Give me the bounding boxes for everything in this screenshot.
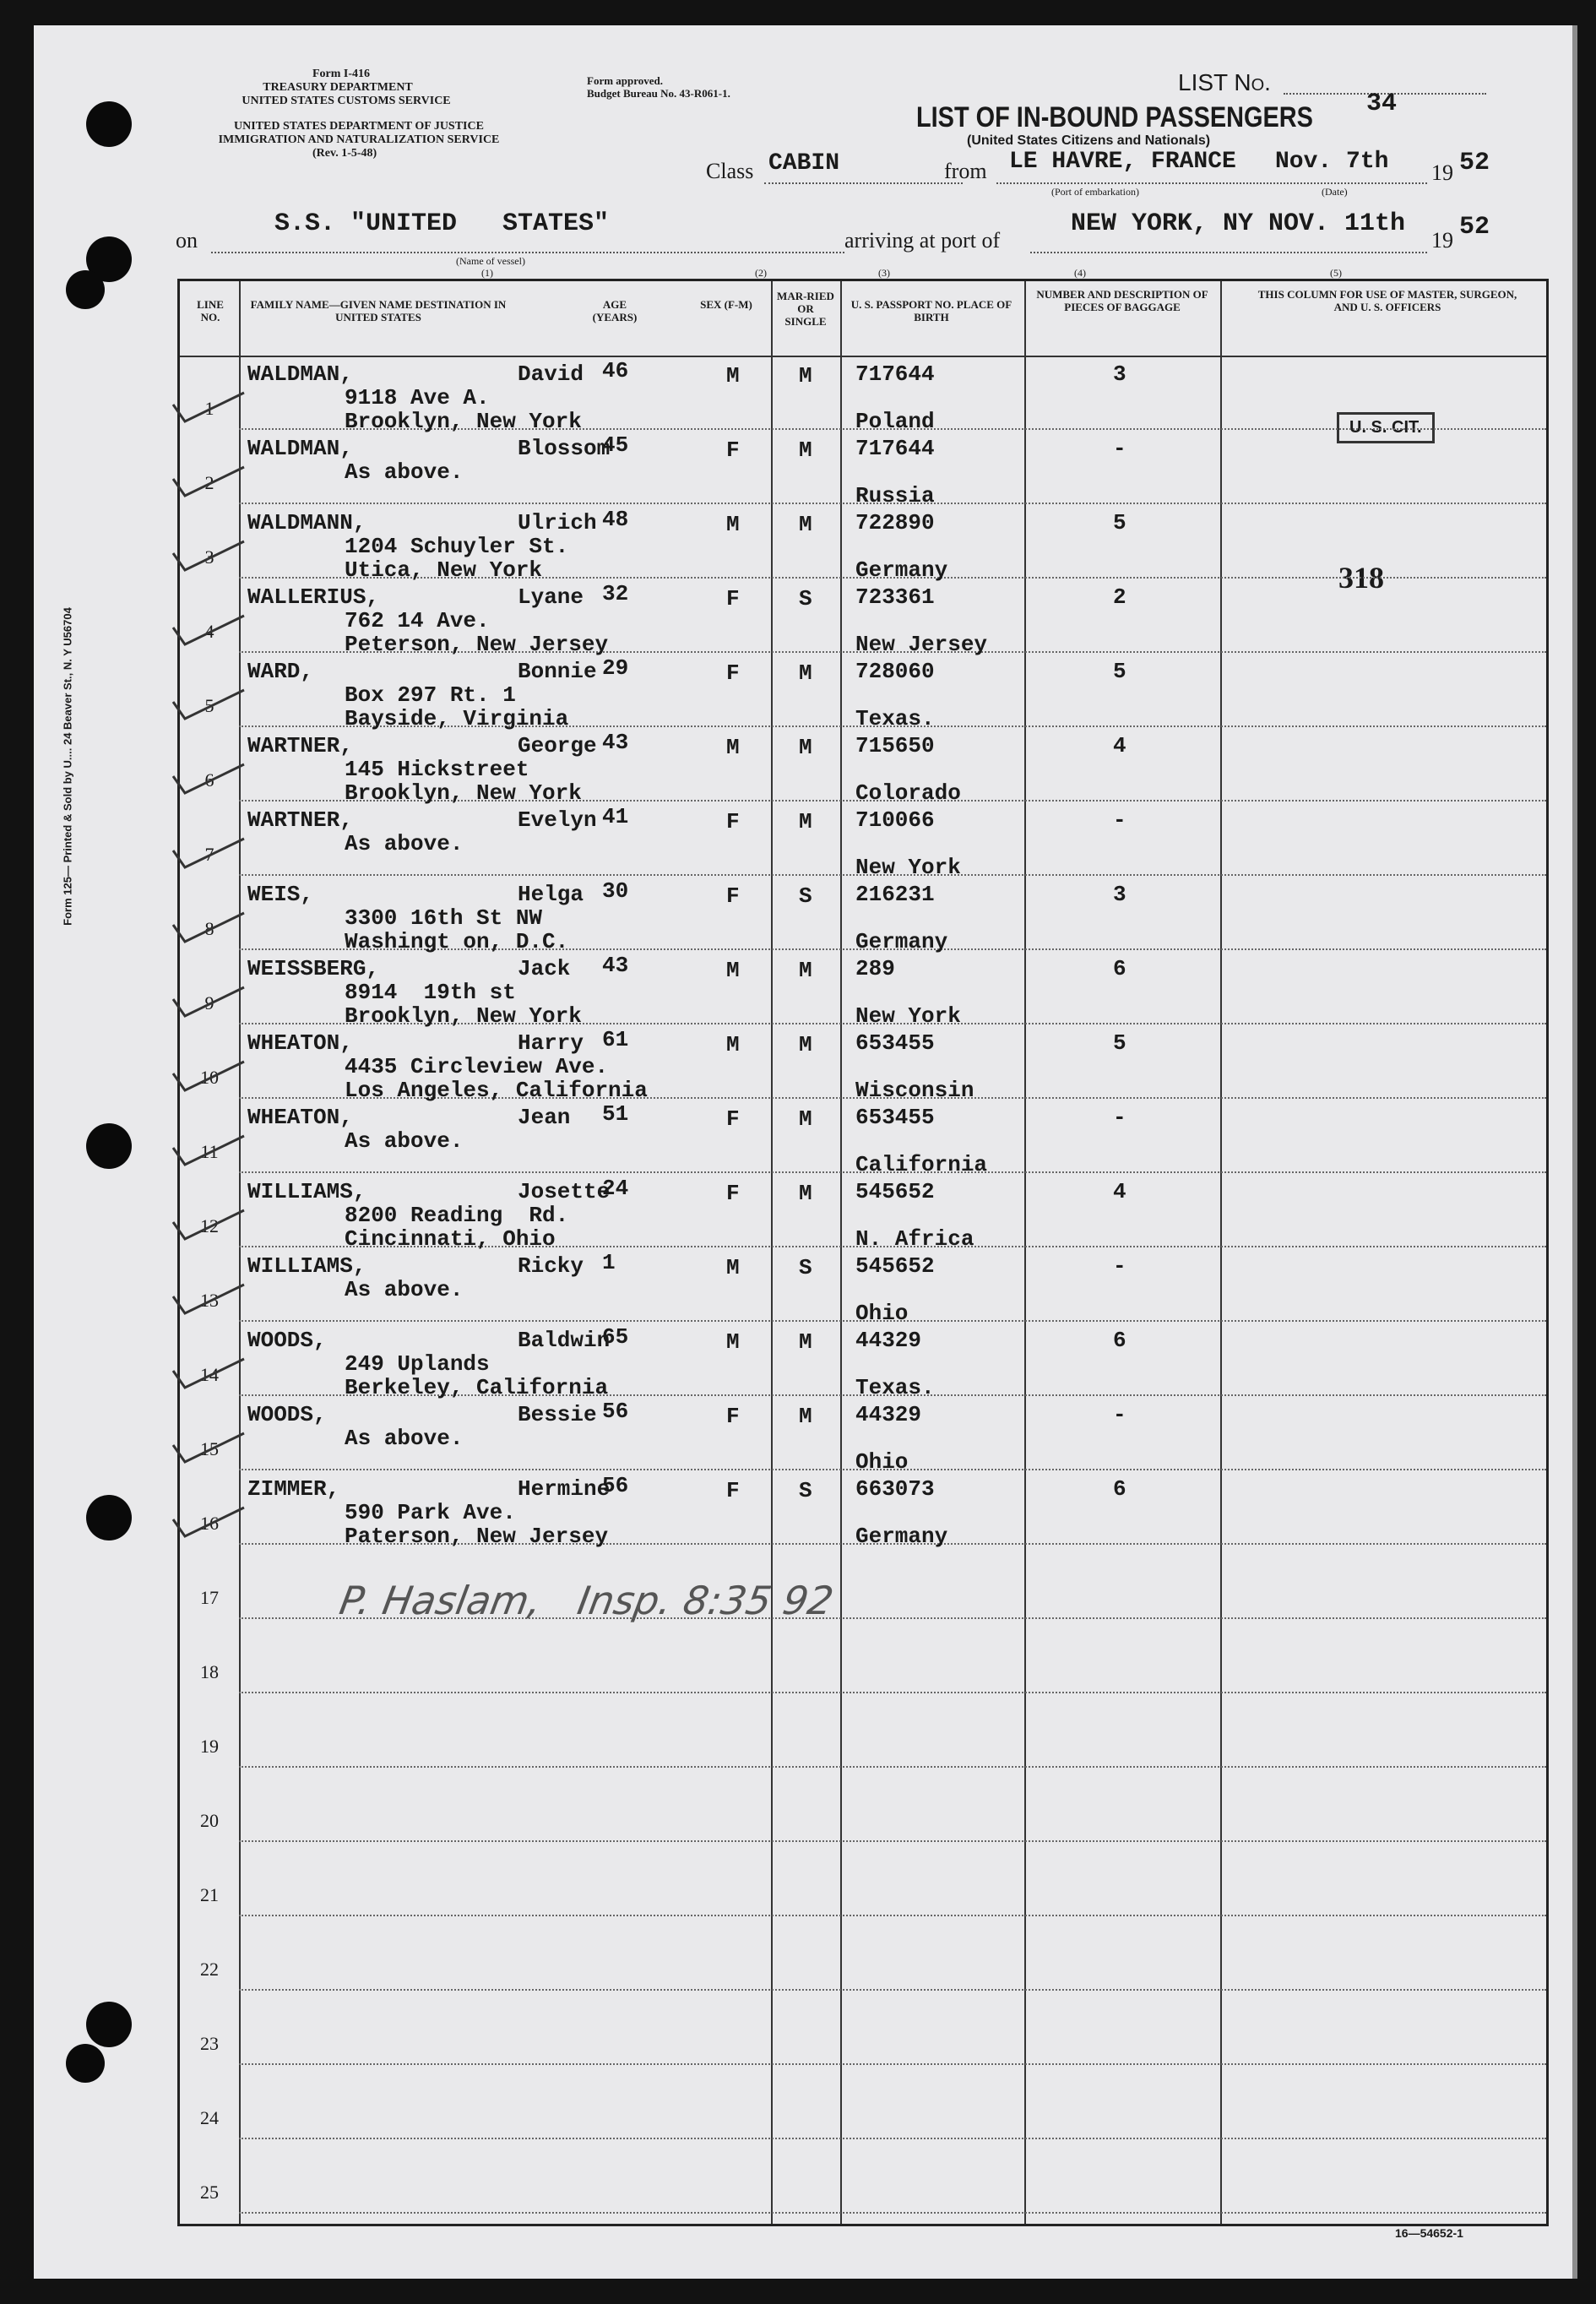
check-mark-icon	[171, 835, 247, 871]
place-of-birth: Poland	[855, 409, 935, 434]
given-name: Bonnie	[518, 659, 597, 684]
family-name: WILLIAMS,	[247, 1253, 366, 1279]
married-status: S	[799, 1255, 812, 1280]
baggage-count: 5	[1113, 510, 1126, 535]
given-name: Hermine	[518, 1476, 611, 1502]
binder-hole	[86, 1495, 132, 1541]
baggage-count: -	[1113, 436, 1126, 461]
address-line-2: Brooklyn, New York	[345, 1003, 582, 1029]
passport-number: 653455	[855, 1105, 935, 1130]
family-name: WILLIAMS,	[247, 1179, 366, 1204]
given-name: Helga	[518, 882, 584, 907]
address-line-1: 8200 Reading Rd.	[345, 1203, 569, 1228]
address-line-1: As above.	[345, 1128, 464, 1154]
address-line-2: Peterson, New Jersey	[345, 632, 609, 657]
binder-hole	[86, 101, 132, 147]
family-name: WOODS,	[247, 1402, 327, 1427]
passport-number: 715650	[855, 733, 935, 758]
line-number: 19	[200, 1736, 219, 1757]
line-number: 21	[200, 1884, 219, 1905]
binder-hole	[86, 2002, 132, 2047]
address-line-1: 145 Hickstreet	[345, 757, 529, 782]
form-approved: Form approved.	[587, 74, 664, 87]
place-of-birth: Ohio	[855, 1301, 909, 1326]
family-name: WARTNER,	[247, 807, 353, 833]
line-number: 12	[200, 1215, 219, 1236]
married-status: S	[799, 1478, 812, 1503]
married-status: M	[799, 1404, 812, 1429]
age: 30	[602, 878, 629, 904]
row-divider	[239, 2212, 1546, 2214]
binder-hole	[66, 2044, 105, 2083]
address-line-1: 249 Uplands	[345, 1351, 490, 1377]
baggage-count: 4	[1113, 733, 1126, 758]
age: 41	[602, 804, 629, 829]
page-subtitle: (United States Citizens and Nationals)	[967, 133, 1211, 148]
family-name: WHEATON,	[247, 1030, 353, 1056]
married-status: M	[799, 437, 812, 463]
baggage-count: 6	[1113, 1476, 1126, 1502]
family-name: WALLERIUS,	[247, 584, 380, 610]
given-name: Blossom	[518, 436, 611, 461]
check-mark-icon	[171, 687, 247, 722]
address-line-1: 1204 Schuyler St.	[345, 534, 569, 559]
address-line-2: Brooklyn, New York	[345, 780, 582, 806]
sex: F	[726, 660, 740, 686]
age: 46	[602, 358, 629, 383]
passport-number: 728060	[855, 659, 935, 684]
port-embarkation-value: LE HAVRE, FRANCE	[1009, 149, 1236, 175]
line-number: 15	[200, 1438, 219, 1459]
line-number: 10	[200, 1067, 219, 1088]
sex: M	[726, 958, 740, 983]
check-mark-icon	[171, 1356, 247, 1391]
line-number: 18	[200, 1661, 219, 1682]
passport-number: 216231	[855, 882, 935, 907]
vessel-line	[211, 252, 844, 253]
baggage-count: 3	[1113, 882, 1126, 907]
line-number: 1	[204, 398, 214, 419]
rev-label: (Rev. 1-5-48)	[312, 147, 377, 160]
married-status: M	[799, 512, 812, 537]
row-divider	[239, 2063, 1546, 2065]
col-head-baggage: NUMBER AND DESCRIPTION OF PIECES OF BAGGAGE	[1036, 288, 1208, 313]
year-prefix: 19	[1431, 160, 1453, 185]
address-line-2: Utica, New York	[345, 557, 543, 583]
place-of-birth: Texas.	[855, 706, 935, 731]
col-head-name: FAMILY NAME—GIVEN NAME DESTINATION IN UNITED STATES	[250, 298, 507, 323]
sex: M	[726, 735, 740, 760]
customs-label: UNITED STATES CUSTOMS SERVICE	[242, 95, 451, 107]
passport-number: 545652	[855, 1253, 935, 1279]
address-line-1: Box 297 Rt. 1	[345, 682, 516, 708]
col-number-5: (5)	[1330, 267, 1342, 279]
age: 29	[602, 655, 629, 681]
age: 51	[602, 1101, 629, 1127]
passport-number: 710066	[855, 807, 935, 833]
sex: F	[726, 809, 740, 834]
family-name: WEIS,	[247, 882, 314, 907]
baggage-count: -	[1113, 1105, 1126, 1130]
check-mark-icon	[171, 389, 247, 425]
arrival-year-value: 52	[1459, 213, 1490, 242]
check-mark-icon	[171, 464, 247, 499]
column-divider	[840, 281, 842, 2224]
line-number: 11	[200, 1141, 219, 1162]
arriving-label: arriving at port of	[844, 228, 1001, 253]
check-mark-icon	[171, 1058, 247, 1094]
class-value: CABIN	[768, 150, 840, 177]
manifest-page	[34, 25, 1577, 2279]
baggage-count: -	[1113, 1253, 1126, 1279]
address-line-2: Cincinnati, Ohio	[345, 1226, 556, 1252]
col-number-4: (4)	[1074, 267, 1086, 279]
list-no-label: LIST No.	[1178, 69, 1271, 95]
sex: M	[726, 1329, 740, 1355]
port-embarkation-caption: (Port of embarkation)	[1051, 186, 1139, 198]
married-status: S	[799, 586, 812, 611]
us-citizen-stamp: U. S. CIT.	[1337, 412, 1435, 443]
line-number: 4	[204, 621, 214, 642]
form-number: Form I-416	[312, 68, 371, 80]
baggage-count: 6	[1113, 956, 1126, 981]
age: 45	[602, 432, 629, 458]
address-line-1: 8914 19th st	[345, 980, 516, 1005]
baggage-count: 5	[1113, 1030, 1126, 1056]
family-name: WALDMANN,	[247, 510, 366, 535]
line-number: 24	[200, 2107, 219, 2128]
sex: F	[726, 883, 740, 909]
line-number: 5	[204, 695, 214, 716]
married-status: M	[799, 363, 812, 389]
col-head-age: AGE (YEARS)	[592, 298, 638, 323]
line-number: 6	[204, 769, 214, 791]
age: 56	[602, 1473, 629, 1498]
address-line-1: 3300 16th St NW	[345, 905, 543, 931]
family-name: WOODS,	[247, 1328, 327, 1353]
place-of-birth: Colorado	[855, 780, 961, 806]
given-name: Baldwin	[518, 1328, 611, 1353]
place-of-birth: N. Africa	[855, 1226, 974, 1252]
check-mark-icon	[171, 910, 247, 945]
class-label: Class	[706, 159, 754, 183]
address-line-1: 9118 Ave A.	[345, 385, 490, 410]
address-line-2: Washingt on, D.C.	[345, 929, 569, 954]
line-number: 14	[200, 1364, 219, 1385]
given-name: Jack	[518, 956, 571, 981]
place-of-birth: Germany	[855, 929, 948, 954]
address-line-1: As above.	[345, 1426, 464, 1451]
address-line-1: As above.	[345, 1277, 464, 1302]
place-of-birth: New York	[855, 855, 961, 880]
footer-code: 16—54652-1	[1395, 2226, 1463, 2240]
class-line	[764, 182, 963, 184]
married-status: M	[799, 809, 812, 834]
sex: M	[726, 512, 740, 537]
line-number: 8	[204, 918, 214, 939]
sex: F	[726, 586, 740, 611]
given-name: David	[518, 361, 584, 387]
passport-number: 653455	[855, 1030, 935, 1056]
vessel-col-number: (1)	[481, 267, 493, 279]
sex: F	[726, 1404, 740, 1429]
vessel-caption: (Name of vessel)	[456, 255, 525, 267]
address-line-1: 762 14 Ave.	[345, 608, 490, 633]
place-of-birth: California	[855, 1152, 988, 1177]
place-of-birth: Russia	[855, 483, 935, 508]
married-status: M	[799, 735, 812, 760]
age: 48	[602, 507, 629, 532]
address-line-2: Brooklyn, New York	[345, 409, 582, 434]
binder-hole	[86, 1123, 132, 1169]
married-status: M	[799, 1032, 812, 1057]
family-name: WARD,	[247, 659, 314, 684]
passenger-table	[177, 279, 1549, 2226]
sex: F	[726, 1106, 740, 1132]
page-title: LIST OF IN-BOUND PASSENGERS	[916, 101, 1313, 133]
col-head-married: MAR-RIED OR SINGLE	[777, 290, 834, 328]
row-divider	[239, 1989, 1546, 1991]
given-name: Harry	[518, 1030, 584, 1056]
given-name: George	[518, 733, 597, 758]
sex: F	[726, 1478, 740, 1503]
from-label: from	[944, 159, 987, 183]
check-mark-icon	[171, 1281, 247, 1317]
passport-number: 663073	[855, 1476, 935, 1502]
baggage-count: 6	[1113, 1328, 1126, 1353]
married-status: M	[799, 1181, 812, 1206]
baggage-count: -	[1113, 1402, 1126, 1427]
passport-number: 44329	[855, 1402, 922, 1427]
place-of-birth: New Jersey	[855, 632, 988, 657]
date-caption: (Date)	[1322, 186, 1348, 198]
row-divider	[239, 1915, 1546, 1916]
age: 65	[602, 1324, 629, 1350]
check-mark-icon	[171, 538, 247, 573]
place-of-birth: Wisconsin	[855, 1078, 974, 1103]
age: 56	[602, 1399, 629, 1424]
check-mark-icon	[171, 1504, 247, 1540]
given-name: Evelyn	[518, 807, 597, 833]
place-of-birth: Texas.	[855, 1375, 935, 1400]
check-mark-icon	[171, 612, 247, 648]
line-number: 23	[200, 2033, 219, 2054]
age: 43	[602, 953, 629, 978]
family-name: WALDMAN,	[247, 436, 353, 461]
given-name: Josette	[518, 1179, 611, 1204]
place-of-birth: Germany	[855, 557, 948, 583]
header-rule	[180, 356, 1546, 357]
line-number: 17	[200, 1587, 219, 1608]
age: 24	[602, 1176, 629, 1201]
line-number: 20	[200, 1810, 219, 1831]
column-divider	[1024, 281, 1026, 2224]
justice-label: UNITED STATES DEPARTMENT OF JUSTICE	[234, 120, 484, 133]
line-number: 13	[200, 1290, 219, 1311]
age: 61	[602, 1027, 629, 1052]
col-head-line-no: LINE NO.	[197, 298, 224, 323]
place-of-birth: Ohio	[855, 1449, 909, 1475]
given-name: Ulrich	[518, 510, 597, 535]
given-name: Bessie	[518, 1402, 597, 1427]
sex: F	[726, 1181, 740, 1206]
sex: M	[726, 1032, 740, 1057]
col-head-officers: THIS COLUMN FOR USE OF MASTER, SURGEON, AND U. S. OFFICERS	[1257, 288, 1517, 313]
year-value: 52	[1459, 149, 1490, 177]
place-of-birth: New York	[855, 1003, 961, 1029]
place-of-birth: Germany	[855, 1524, 948, 1549]
address-line-2: Berkeley, California	[345, 1375, 609, 1400]
address-line-1: As above.	[345, 459, 464, 485]
family-name: WHEATON,	[247, 1105, 353, 1130]
married-status: M	[799, 1106, 812, 1132]
passport-number: 289	[855, 956, 895, 981]
passport-number: 723361	[855, 584, 935, 610]
row-divider	[239, 1692, 1546, 1693]
baggage-count: -	[1113, 807, 1126, 833]
check-mark-icon	[171, 1430, 247, 1465]
arrival-year-prefix: 19	[1431, 228, 1453, 253]
age: 1	[602, 1250, 616, 1275]
line-number: 25	[200, 2182, 219, 2203]
baggage-count: 5	[1113, 659, 1126, 684]
row-divider	[239, 2138, 1546, 2139]
passport-number: 44329	[855, 1328, 922, 1353]
list-no-value: 34	[1366, 90, 1398, 118]
given-name: Jean	[518, 1105, 571, 1130]
vessel-name: S.S. "UNITED STATES"	[274, 209, 610, 238]
col-number-2: (2)	[755, 267, 767, 279]
budget-bureau: Budget Bureau No. 43-R061-1.	[587, 87, 730, 100]
side-print-text: Form 125— Printed & Sold by U.... 24 Beaver St., N. Y U56704	[61, 607, 74, 926]
given-name: Lyane	[518, 584, 584, 610]
sex: M	[726, 1255, 740, 1280]
inspector-signature: P. Haslam, Insp. 8:35 92	[336, 1578, 838, 1623]
line-number: 16	[200, 1513, 219, 1534]
check-mark-icon	[171, 1133, 247, 1168]
address-line-1: 4435 Circleview Ave.	[345, 1054, 609, 1079]
family-name: WALDMAN,	[247, 361, 353, 387]
treasury-label: TREASURY DEPARTMENT	[263, 81, 413, 94]
family-name: WARTNER,	[247, 733, 353, 758]
column-divider	[771, 281, 773, 2224]
ins-label: IMMIGRATION AND NATURALIZATION SERVICE	[218, 133, 500, 146]
passport-number: 545652	[855, 1179, 935, 1204]
address-line-2: Bayside, Virginia	[345, 706, 569, 731]
from-line	[996, 182, 1427, 184]
passport-number: 722890	[855, 510, 935, 535]
baggage-count: 3	[1113, 361, 1126, 387]
col-head-passport: U. S. PASSPORT NO. PLACE OF BIRTH	[850, 298, 1012, 323]
officer-number: 318	[1338, 561, 1384, 595]
baggage-count: 2	[1113, 584, 1126, 610]
address-line-2: Paterson, New Jersey	[345, 1524, 609, 1549]
passport-number: 717644	[855, 436, 935, 461]
address-line-1: 590 Park Ave.	[345, 1500, 516, 1525]
baggage-count: 4	[1113, 1179, 1126, 1204]
row-divider	[239, 1840, 1546, 1842]
age: 43	[602, 730, 629, 755]
given-name: Ricky	[518, 1253, 584, 1279]
arrival-line	[1030, 252, 1427, 253]
line-number: 3	[204, 546, 214, 568]
family-name: WEISSBERG,	[247, 956, 380, 981]
line-number: 9	[204, 992, 214, 1013]
check-mark-icon	[171, 984, 247, 1019]
family-name: ZIMMER,	[247, 1476, 340, 1502]
married-status: M	[799, 660, 812, 686]
check-mark-icon	[171, 1207, 247, 1242]
married-status: M	[799, 958, 812, 983]
col-number-3: (3)	[878, 267, 890, 279]
address-line-1: As above.	[345, 831, 464, 856]
age: 32	[602, 581, 629, 606]
passport-number: 717644	[855, 361, 935, 387]
sex: M	[726, 363, 740, 389]
line-number: 22	[200, 1959, 219, 1980]
line-number: 2	[204, 472, 214, 493]
col-head-sex: SEX (F-M)	[700, 298, 752, 311]
married-status: S	[799, 883, 812, 909]
check-mark-icon	[171, 761, 247, 796]
column-divider	[1220, 281, 1222, 2224]
address-line-2: Los Angeles, California	[345, 1078, 648, 1103]
arrival-value: NEW YORK, NY NOV. 11th	[1071, 209, 1406, 238]
line-number: 7	[204, 844, 214, 865]
sex: F	[726, 437, 740, 463]
embark-date-value: Nov. 7th	[1275, 149, 1389, 175]
row-divider	[239, 1766, 1546, 1768]
on-label: on	[176, 228, 198, 253]
married-status: M	[799, 1329, 812, 1355]
binder-hole	[66, 270, 105, 309]
